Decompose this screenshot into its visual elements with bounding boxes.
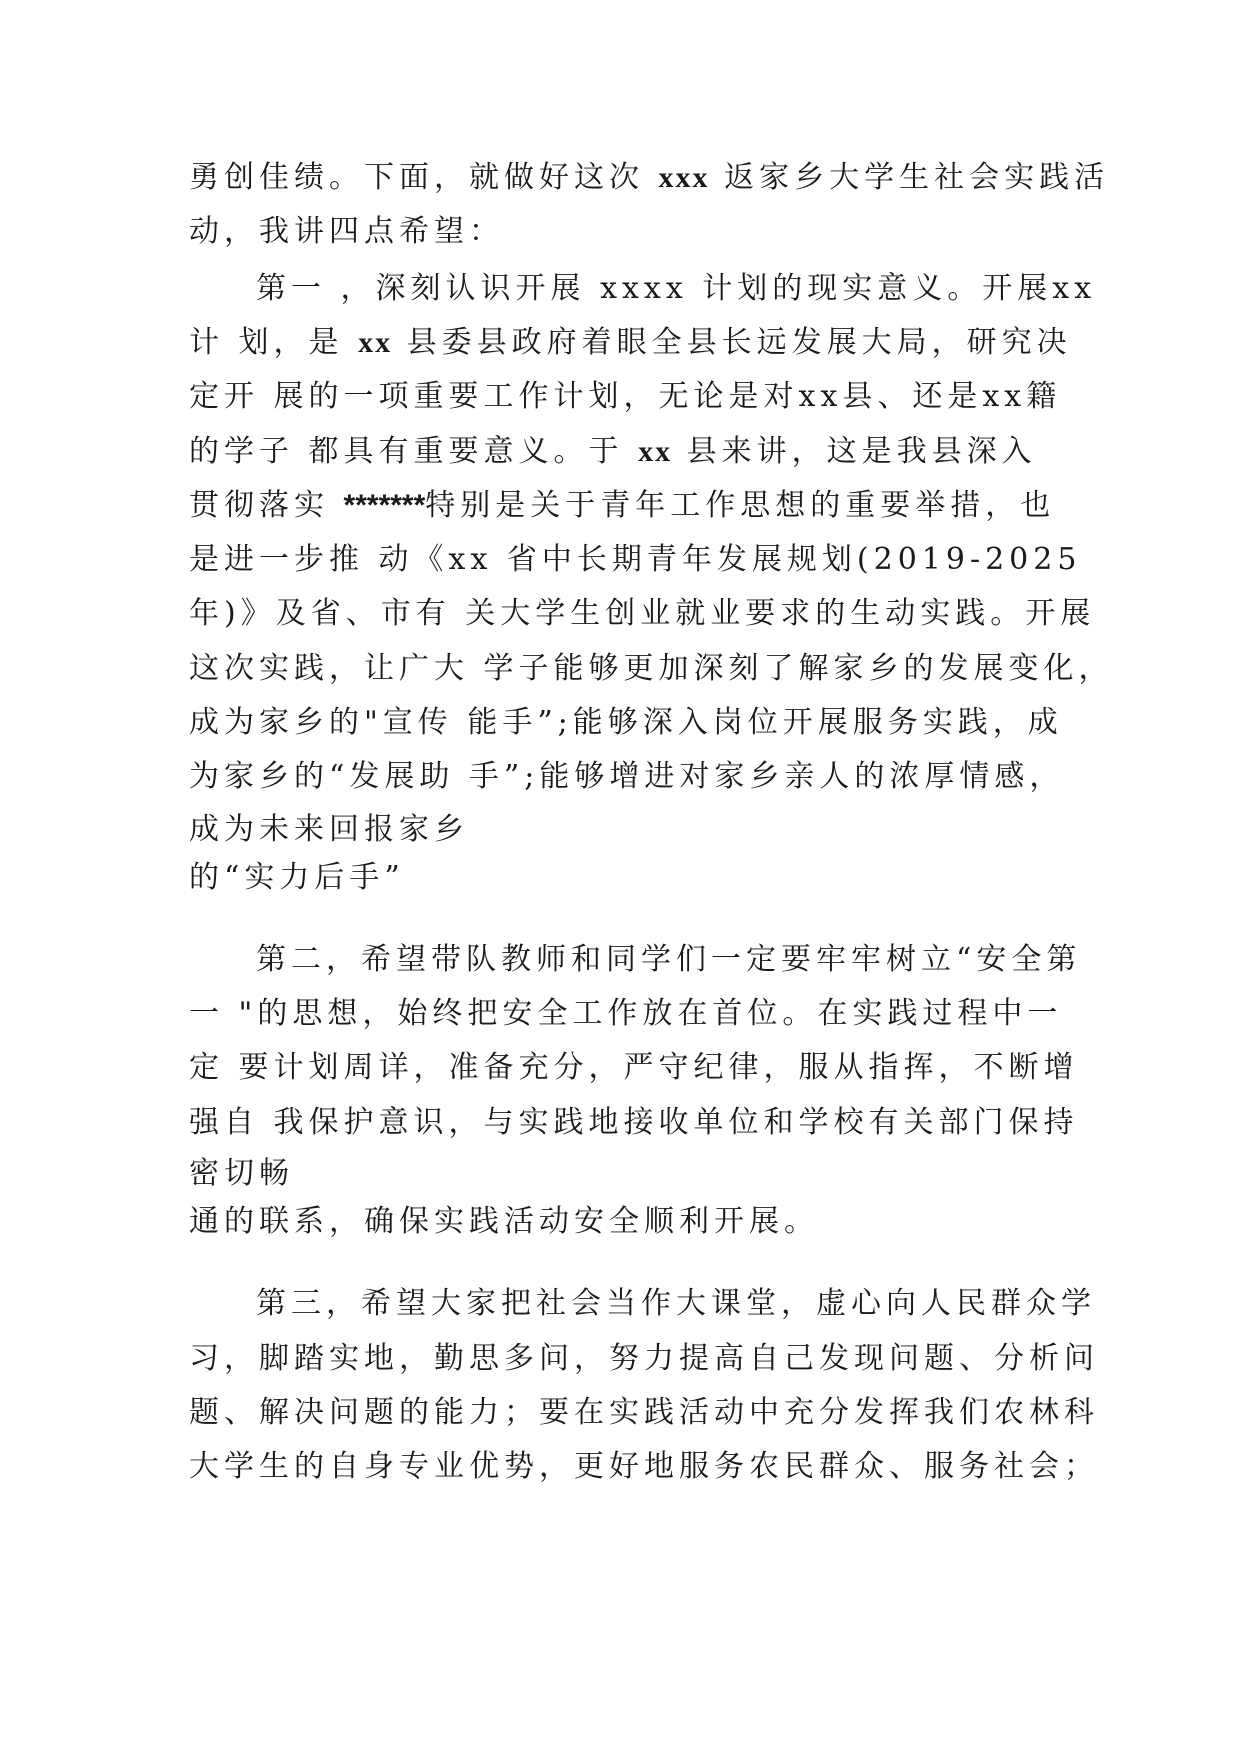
bold-placeholder: xx [638,435,673,468]
paragraph-2-line: 强自 我保护意识，与实践地接收单位和学校有关部门保持 [189,1105,1079,1140]
paragraph-1-line [189,432,1069,472]
paragraph-1-line [189,323,1072,363]
bold-placeholder: xxx [658,161,710,194]
paragraph-3-line: 大学生的自身专业优势，更好地服务农民群众、服务社会； [189,1449,1099,1484]
paragraph-3-line: 第三，希望大家把社会当作大课堂，虚心向人民群众学 [256,1286,1096,1321]
text-run: 返家乡大学生社会实践活 [724,160,1110,195]
text-run: 特别是关于青年工作思想的重要举措，也 [425,488,1056,523]
paragraph-2-line: 定 要计划周详，准备充分，严守纪律，服从指挥，不断增 [189,1050,1079,1085]
text-line [189,158,1110,198]
text-run: 计 划，是 [189,325,344,360]
redacted-placeholder: ******* [343,489,426,522]
paragraph-1-line: 这次实践，让广大 学子能够更加深刻了解家乡的发展变化， [189,651,1114,686]
paragraph-3-line: 习，脚踏实地，勤思多问，努力提高自己发现问题、分析问 [189,1341,1099,1376]
paragraph-1-line: 成为未来回报家乡 [189,812,469,847]
bold-placeholder: xx [358,326,393,359]
text-run: 勇创佳绩。下面，就做好这次 [189,160,644,195]
paragraph-1-line: 是进一步推 动《xx 省中长期青年发展规划(2019-2025 [189,542,1082,577]
paragraph-1-line: 的“实力后手” [189,860,405,895]
paragraph-1-line: 为家乡的“发展助 手”;能够增进对家乡亲人的浓厚情感， [189,759,1065,794]
paragraph-2-line: 第二，希望带队教师和同学们一定要牢牢树立“安全第 [256,942,1082,977]
text-run: 的学子 都具有重要意义。于 [189,434,624,469]
text-run: 贯彻落实 [189,488,329,523]
paragraph-2-line: 密切畅 [189,1156,294,1191]
paragraph-1-line [189,486,1069,526]
paragraph-1-line: 第一 ，深刻认识开展 xxxx 计划的现实意义。开展xx [256,271,1097,306]
paragraph-2-line: 一 "的思想，始终把安全工作放在首位。在实践过程中一 [189,996,1063,1031]
text-run: 县委县政府着眼全县长远发展大局，研究决 [406,325,1072,360]
paragraph-3-line: 题、解决问题的能力；要在实践活动中充分发挥我们农林科 [189,1395,1099,1430]
paragraph-1-line: 成为家乡的"宣传 能手”;能够深入岗位开展服务实践，成 [189,705,1063,740]
paragraph-2-line: 通的联系，确保实践活动安全顺利开展。 [189,1204,819,1239]
text-line: 动，我讲四点希望： [189,214,504,249]
paragraph-1-line: 定开 展的一项重要工作计划，无论是对xx县、还是xx籍 [189,379,1062,414]
paragraph-1-line: 年)》及省、市有 关大学生创业就业要求的生动实践。开展 [189,596,1096,631]
text-run: 县来讲，这是我县深入 [686,434,1037,469]
